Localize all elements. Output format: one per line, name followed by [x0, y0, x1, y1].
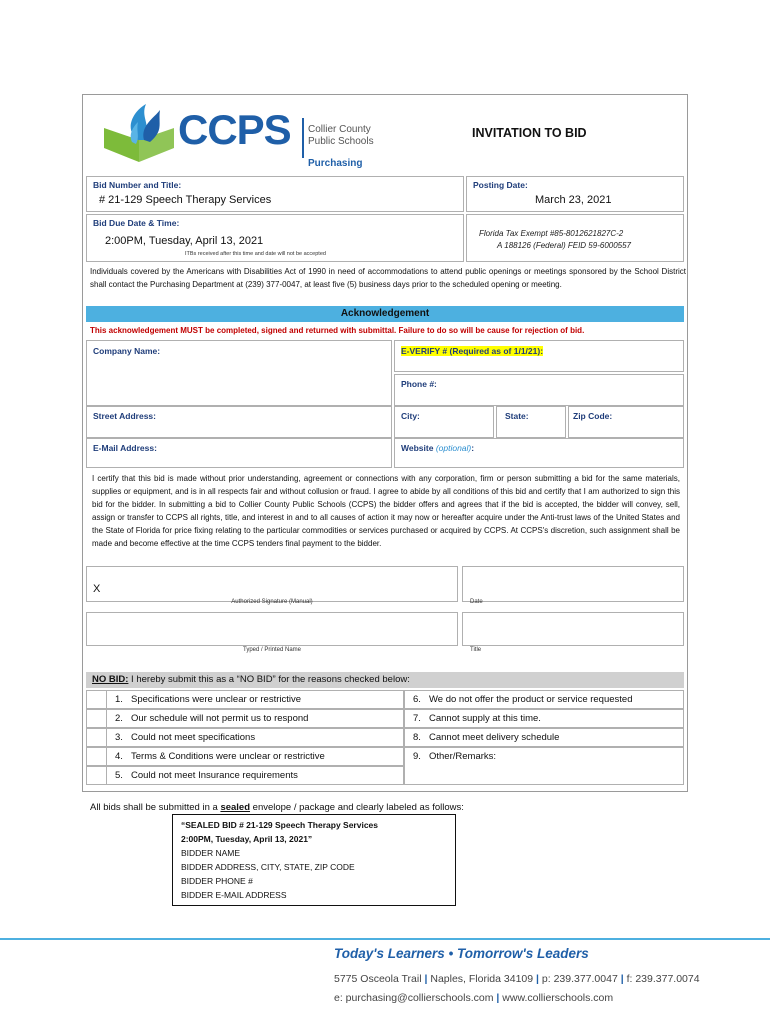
no-bid-row [404, 728, 684, 747]
no-bid-text: Cannot supply at this time. [429, 713, 541, 724]
page-title: INVITATION TO BID [472, 126, 587, 140]
logo-divider [302, 118, 304, 158]
bid-number-label: Bid Number and Title: [93, 180, 182, 190]
no-bid-text: Could not meet Insurance requirements [131, 770, 298, 781]
acknowledgement-warning: This acknowledgement MUST be completed, signed and returned with submittal. Failure to do so will be cause for rejection of bid. [90, 326, 585, 335]
website-field[interactable] [394, 438, 684, 468]
ada-notice: Individuals covered by the Americans with Disabilities Act of 1990 in need of accommodations to attend public openings or meetings sponsored by the School District shall contact the Purchasing Department at (239) 377-0047, at least five (5) business days prior to the scheduled opening or meeting. [90, 267, 686, 289]
acknowledgement-title: Acknowledgement [340, 308, 430, 319]
due-date-label: Bid Due Date & Time: [93, 218, 180, 228]
footer-website[interactable]: www.collierschools.com [502, 992, 614, 1004]
no-bid-number: 6. [413, 694, 421, 705]
no-bid-checkbox[interactable] [87, 748, 107, 765]
email-address-field[interactable] [86, 438, 392, 468]
label-line-5: BIDDER PHONE # [181, 876, 253, 886]
no-bid-row [86, 766, 404, 785]
no-bid-text: Terms & Conditions were unclear or restrictive [131, 751, 325, 762]
no-bid-reason [115, 713, 308, 724]
no-bid-reason [115, 694, 301, 705]
label-line-2: 2:00PM, Tuesday, April 13, 2021” [181, 834, 313, 844]
footer-city: Naples, Florida 34109 [430, 973, 534, 985]
website-optional-text: (optional) [435, 443, 472, 453]
no-bid-reason [115, 751, 325, 762]
bid-number-cell [86, 176, 464, 212]
submission-intro [90, 802, 464, 813]
footer-sep: | [424, 973, 428, 985]
everify-label [401, 346, 543, 356]
email-address-label: E-Mail Address: [93, 443, 157, 453]
footer-address: 5775 Osceola Trail [334, 973, 422, 985]
signature-caption: Authorized Signature (Manual) [231, 599, 313, 605]
zip-code-field[interactable] [568, 406, 684, 438]
posting-date-label: Posting Date: [473, 180, 528, 190]
posting-date-cell [466, 176, 684, 212]
printed-name-caption: Typed / Printed Name [242, 647, 302, 653]
due-date-value: 2:00PM, Tuesday, April 13, 2021 [105, 235, 264, 247]
street-address-field[interactable] [86, 406, 392, 438]
state-field[interactable] [496, 406, 566, 438]
no-bid-text: Could not meet specifications [131, 732, 256, 743]
no-bid-number: 7. [413, 713, 421, 724]
no-bid-row [86, 728, 404, 747]
city-label: City: [401, 411, 420, 421]
website-label-text: Website [401, 443, 434, 453]
due-date-cell [86, 214, 464, 262]
phone-label: Phone #: [401, 379, 437, 389]
no-bid-row [86, 747, 404, 766]
website-colon: : [471, 443, 475, 453]
everify-field[interactable] [394, 340, 684, 372]
no-bid-row [86, 690, 404, 709]
label-line-1: “SEALED BID # 21-129 Speech Therapy Services [181, 820, 379, 830]
logo-sub2: Public Schools [308, 136, 374, 147]
ccps-logo [94, 100, 384, 172]
no-bid-heading [86, 672, 684, 688]
label-line-6: BIDDER E-MAIL ADDRESS [181, 890, 287, 900]
no-bid-text: Specifications were unclear or restrictive [131, 694, 302, 705]
no-bid-row [86, 709, 404, 728]
no-bid-reason [413, 732, 559, 743]
footer-sep: | [620, 973, 624, 985]
due-date-note: ITBs received after this time and date will not be accepted [185, 251, 326, 257]
no-bid-text: Other/Remarks: [429, 751, 497, 762]
company-name-label: Company Name: [93, 346, 161, 356]
footer-tagline: Today's Learners • Tomorrow's Leaders [334, 946, 589, 961]
footer-sep: | [536, 973, 539, 985]
label-line-3: BIDDER NAME [181, 848, 241, 858]
no-bid-number: 8. [413, 732, 421, 743]
no-bid-text: Our schedule will not permit us to respond [131, 713, 309, 724]
date-field[interactable] [462, 566, 684, 602]
acknowledgement-bar [86, 306, 684, 322]
submission-intro-b: envelope / package and clearly labeled as follows: [250, 802, 464, 813]
no-bid-number: 5. [115, 770, 123, 781]
title-caption: Title [470, 647, 482, 653]
label-line-4: BIDDER ADDRESS, CITY, STATE, ZIP CODE [181, 862, 355, 872]
no-bid-number: 9. [413, 751, 421, 762]
printed-name-field[interactable] [86, 612, 458, 646]
no-bid-number: 1. [115, 694, 123, 705]
no-bid-text: We do not offer the product or service requested [429, 694, 633, 705]
footer-web-line [334, 992, 613, 1004]
no-bid-remarks[interactable] [404, 747, 684, 785]
tax-line-2: A 188126 (Federal) FEID 59-6000557 [497, 241, 632, 250]
footer-contact-line [334, 973, 700, 985]
date-caption: Date [470, 599, 483, 605]
no-bid-number: 4. [115, 751, 123, 762]
city-field[interactable] [394, 406, 494, 438]
no-bid-number: 3. [115, 732, 123, 743]
zip-code-label: Zip Code: [573, 411, 613, 421]
footer-phone: p: 239.377.0047 [541, 973, 618, 985]
no-bid-reason [413, 751, 496, 762]
street-address-label: Street Address: [93, 411, 156, 421]
logo-sub1: Collier County [308, 124, 371, 135]
footer-fax: f: 239.377.0074 [626, 973, 700, 985]
footer-email[interactable]: e: purchasing@collierschools.com [334, 992, 494, 1004]
no-bid-checkbox[interactable] [87, 729, 107, 746]
title-field[interactable] [462, 612, 684, 646]
no-bid-reason [115, 732, 255, 743]
signature-field[interactable] [86, 566, 458, 602]
everify-label-text: E-VERIFY # (Required as of 1/1/21): [401, 346, 544, 356]
signature-x-mark: X [93, 583, 101, 595]
state-label: State: [505, 411, 529, 421]
bid-number-value: # 21-129 Speech Therapy Services [99, 194, 272, 206]
no-bid-checkbox[interactable] [87, 710, 107, 727]
submission-intro-a: All bids shall be submitted in a [90, 802, 221, 813]
company-name-field[interactable] [86, 340, 392, 406]
tax-line-1: Florida Tax Exempt #85-8012621827C-2 [479, 229, 624, 238]
no-bid-text: Cannot meet delivery schedule [429, 732, 560, 743]
website-label [401, 443, 474, 453]
no-bid-label: NO BID: [92, 674, 129, 685]
logo-dept: Purchasing [308, 158, 363, 169]
no-bid-row [404, 709, 684, 728]
no-bid-checkbox[interactable] [87, 767, 107, 784]
no-bid-checkbox[interactable] [87, 691, 107, 708]
footer-rule [0, 938, 770, 940]
no-bid-instruction: I hereby submit this as a “NO BID” for the reasons checked below: [128, 674, 410, 685]
no-bid-reason [413, 694, 633, 705]
no-bid-reason [115, 770, 298, 781]
posting-date-value: March 23, 2021 [535, 194, 612, 206]
no-bid-reason [413, 713, 541, 724]
no-bid-row [404, 690, 684, 709]
logo-text: CCPS [178, 106, 291, 153]
certification-text: I certify that this bid is made without prior understanding, agreement or connections with any corporation, firm or person submitting a bid for the same materials, supplies or equipment, and is in all respects fair and without collusion or fraud. I agree to abide by all conditions of this bid and certify that I am authorized to sign this bid for the bidder. In submitting a bid to Collier County Public Schools (CCPS) the bidder offers and agrees that if the bid is accepted, the bidder will convey, sell, assign or transfer to CCPS all rights, title, and interest in and to all causes of action it may now or hereafter acquire under the Anti-trust laws of the United States and the State of Florida for price fixing relating to the particular commodities or services purchased or acquired by CCPS. At CCPS's discretion, such assignment shall be made and become effective at the time CCPS tenders final payment to the bidder. [92, 474, 680, 548]
footer-sep: | [496, 992, 500, 1004]
phone-field[interactable] [394, 374, 684, 406]
submission-sealed: sealed [220, 802, 251, 813]
no-bid-bar [86, 672, 684, 688]
no-bid-number: 2. [115, 713, 123, 724]
tax-info-cell [466, 214, 684, 262]
sealed-label-box [172, 814, 456, 906]
